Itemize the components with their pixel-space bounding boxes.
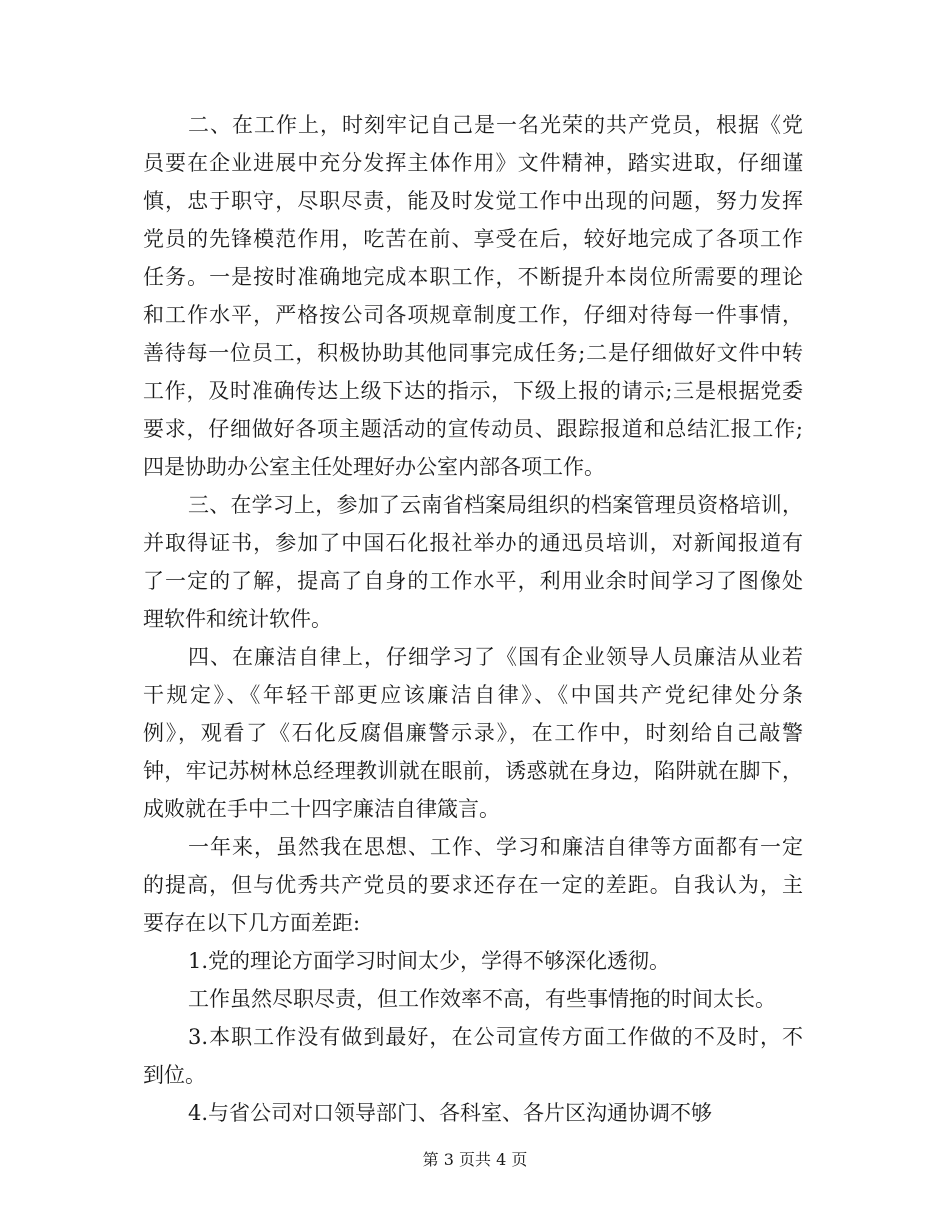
- paragraph-line: 了一定的了解，提高了自身的工作水平，利用业余时间学习了图像处: [143, 569, 803, 593]
- paragraph-line: 党员的先锋模范作用，吃苦在前、享受在后，较好地完成了各项工作: [143, 227, 803, 251]
- page-footer: 第 3 页共 4 页: [422, 1150, 528, 1169]
- paragraph-line: 并取得证书，参加了中国石化报社举办的通迅员培训，对新闻报道有: [143, 531, 803, 555]
- paragraph-line: 员要在企业进展中充分发挥主体作用》文件精神，踏实进取，仔细谨: [143, 151, 803, 175]
- paragraph-line: 要求，仔细做好各项主题活动的宣传动员、跟踪报道和总结汇报工作;: [143, 417, 803, 441]
- paragraph-line: 四是协助办公室主任处理好办公室内部各项工作。: [143, 455, 605, 479]
- paragraph-line: 二、在工作上，时刻牢记自己是一名光荣的共产党员，根据《党: [188, 113, 803, 137]
- paragraph-line: 和工作水平，严格按公司各项规章制度工作，仔细对待每一件事情，: [143, 303, 803, 327]
- paragraph-line: 的提高，但与优秀共产党员的要求还存在一定的差距。自我认为，主: [143, 873, 803, 897]
- list-item: 工作虽然尽职尽责，但工作效率不高，有些事情拖的时间太长。: [188, 987, 776, 1011]
- paragraph-line: 一年来，虽然我在思想、工作、学习和廉洁自律等方面都有一定: [188, 835, 803, 859]
- paragraph-line: 慎，忠于职守，尽职尽责，能及时发觉工作中出现的问题，努力发挥: [143, 189, 803, 213]
- paragraph-line: 三、在学习上，参加了云南省档案局组织的档案管理员资格培训，: [188, 493, 803, 517]
- paragraph-line: 钟，牢记苏树林总经理教训就在眼前，诱惑就在身边，陷阱就在脚下，: [143, 759, 803, 783]
- paragraph-line: 理软件和统计软件。: [143, 607, 332, 631]
- paragraph-line: 善待每一位员工，积极协助其他同事完成任务;二是仔细做好文件中转: [143, 341, 803, 365]
- paragraph-line: 成败就在手中二十四字廉洁自律箴言。: [143, 797, 500, 821]
- paragraph-line: 要存在以下几方面差距:: [143, 911, 361, 935]
- list-item: 到位。: [143, 1063, 206, 1087]
- paragraph-line: 工作，及时准确传达上级下达的指示，下级上报的请示;三是根据党委: [143, 379, 803, 403]
- paragraph-line: 干规定》、《年轻干部更应该廉洁自律》、《中国共产党纪律处分条: [143, 683, 803, 707]
- paragraph-line: 四、在廉洁自律上，仔细学习了《国有企业领导人员廉洁从业若: [188, 645, 803, 669]
- list-item: 4.与省公司对口领导部门、各科室、各片区沟通协调不够: [188, 1101, 713, 1125]
- paragraph-line: 任务。一是按时准确地完成本职工作，不断提升本岗位所需要的理论: [143, 265, 803, 289]
- list-item: 1.党的理论方面学习时间太少，学得不够深化透彻。: [188, 949, 671, 973]
- list-item: 3.本职工作没有做到最好，在公司宣传方面工作做的不及时，不: [188, 1025, 803, 1049]
- paragraph-line: 例》，观看了《石化反腐倡廉警示录》，在工作中，时刻给自己敲警: [143, 721, 803, 745]
